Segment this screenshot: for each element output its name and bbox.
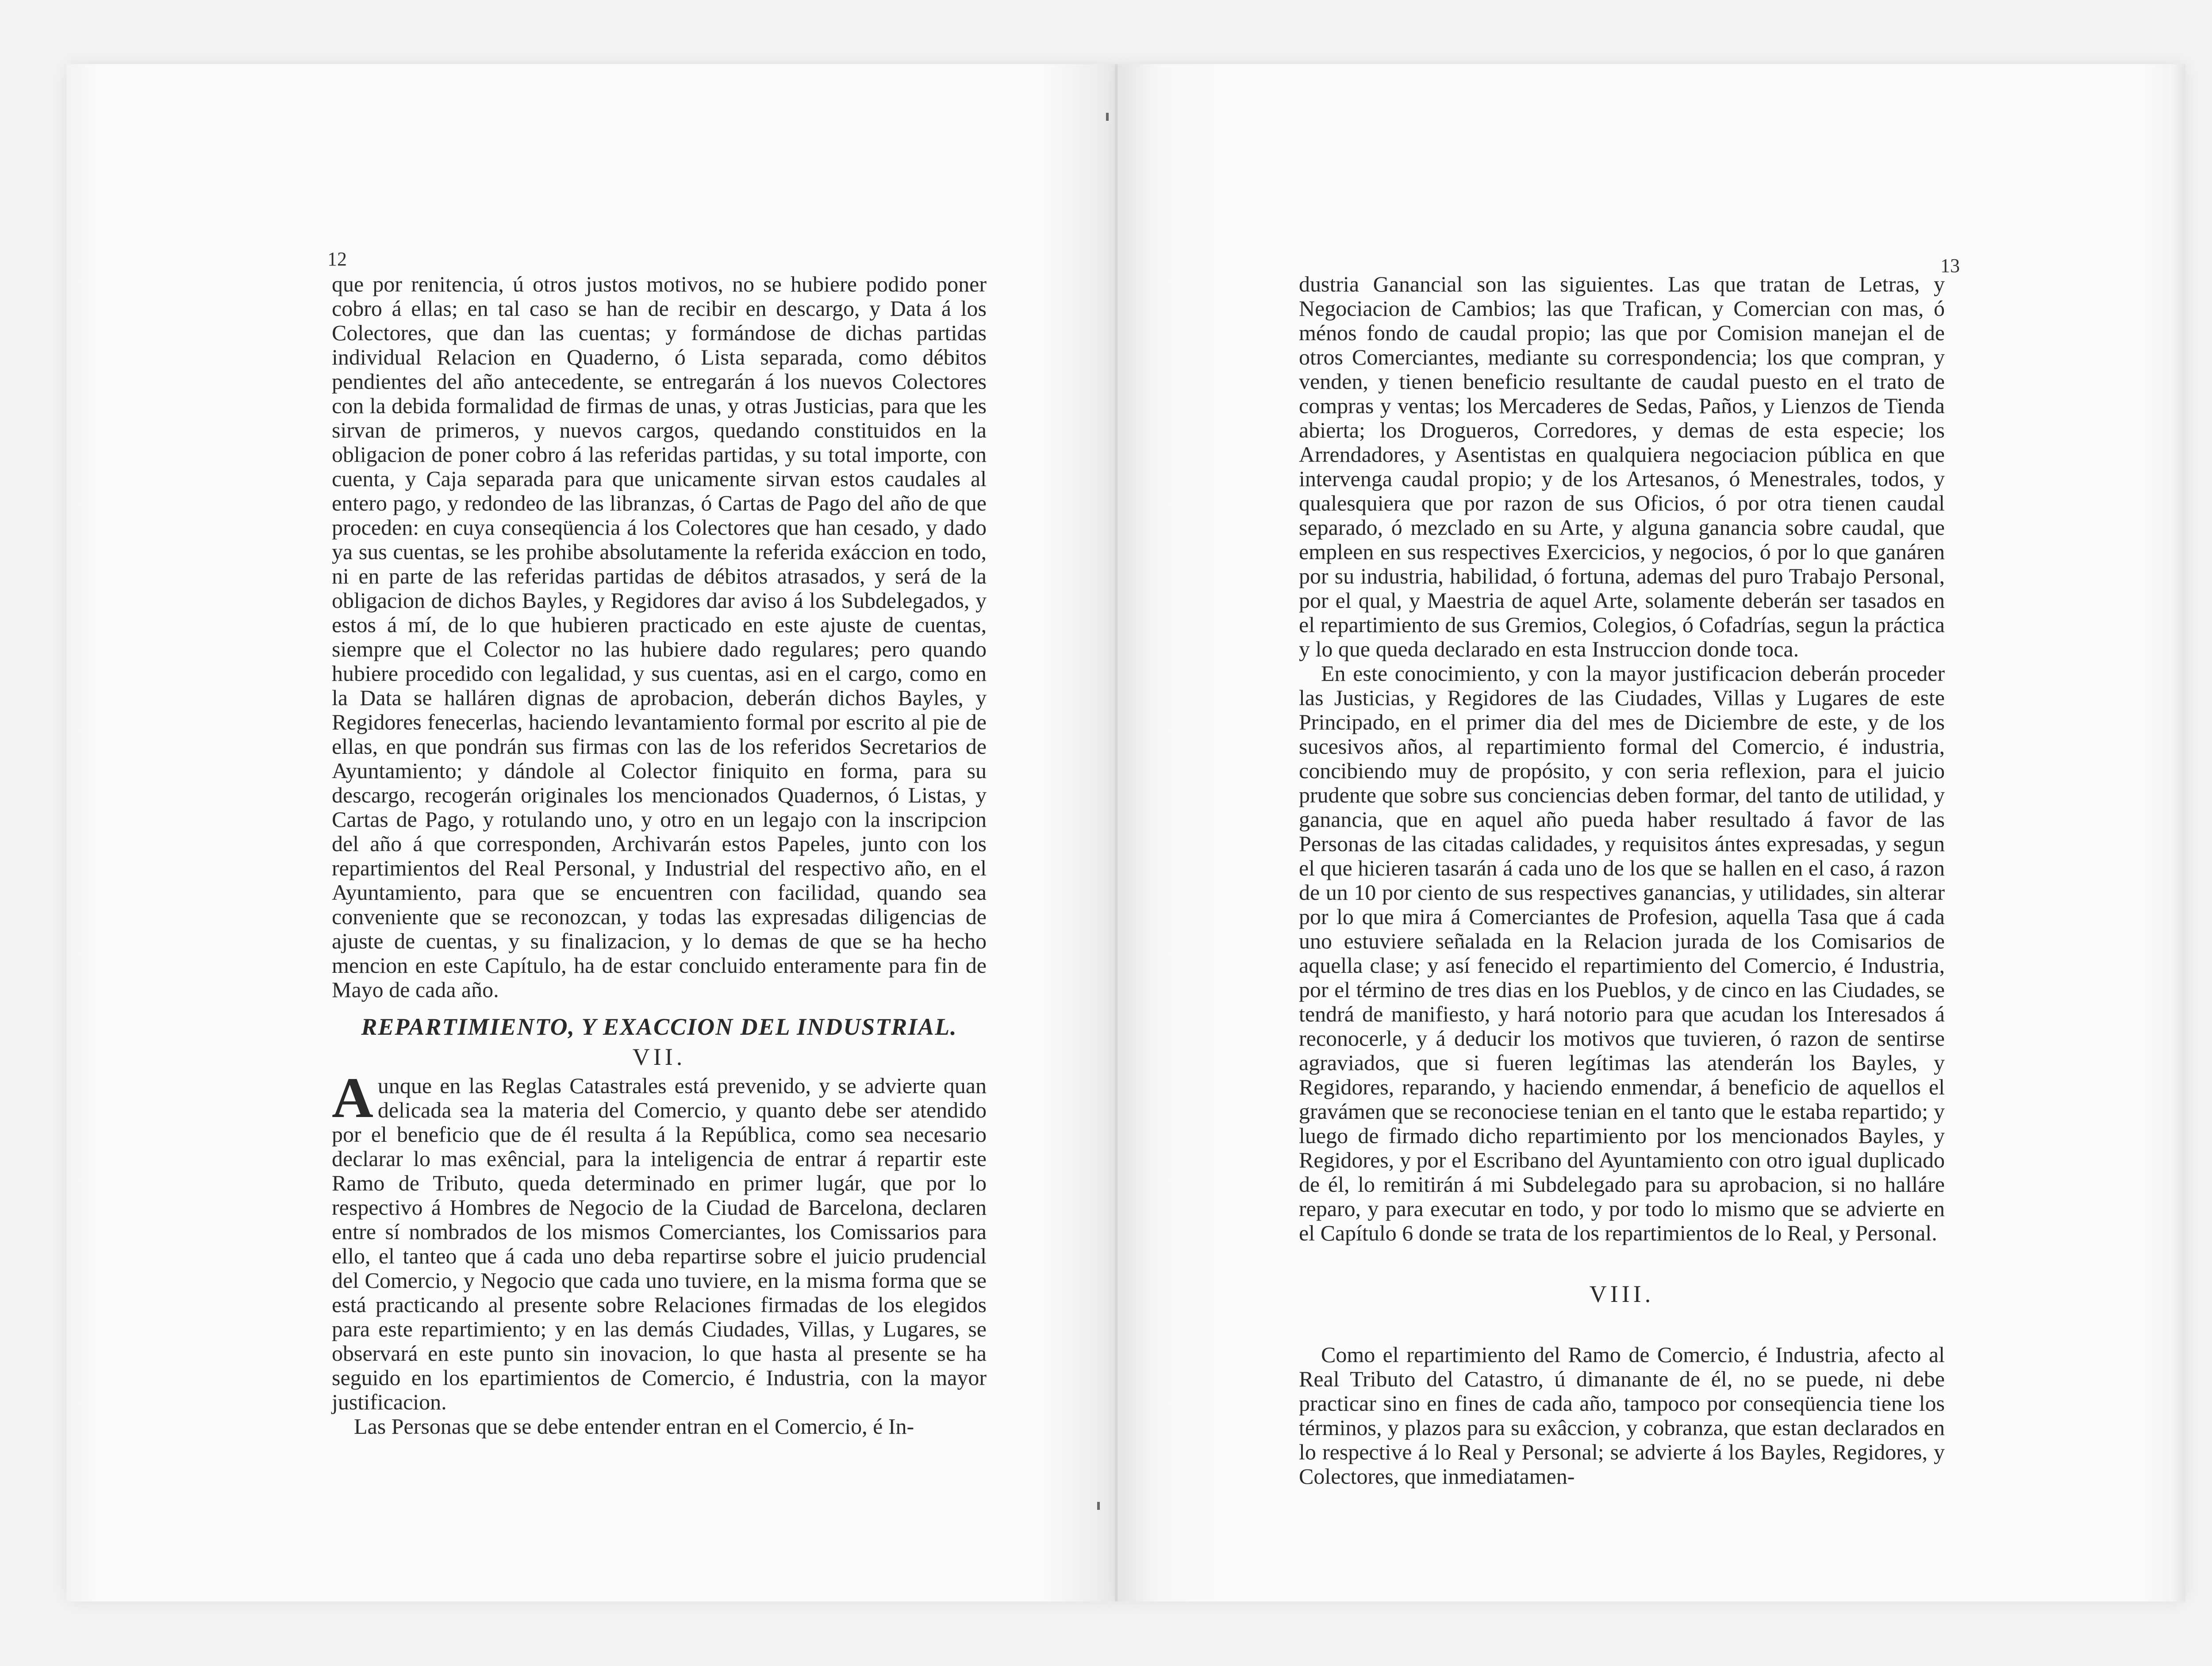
section-numeral: VIII. [1589, 1281, 1655, 1307]
paragraph: Las Personas que se debe entender entran en el Comercio, é In- [354, 1414, 914, 1439]
drop-cap: A [332, 1066, 373, 1130]
section-heading: REPARTIMIENTO, Y EXACCION DEL INDUSTRIAL. [361, 1013, 957, 1040]
paragraph [332, 1066, 987, 1414]
left-page [66, 64, 1118, 1601]
paragraph-text: unque en las Reglas Catastrales está prevenido, y se advierte quan delicada sea la materia del Comercio, y quanto debe ser atendido por el beneficio que de él resulta á la República, como sea necesario declarar lo mas exêncial, para la inteligencia de entrar á repartir este Ramo de Tributo, queda determinado en primer lugár, que por lo respectivo á Hombres de Negocio de la Ciudad de Barcelona, declaren entre sí nombrados de los mismos Comerciantes, los Comissarios para ello, el tanteo que á cada uno deba repartirse sobre el juicio prudencial del Comercio, y Negocio que cada uno tuviere, en la misma forma que se está practicando al presente sobre Relaciones firmadas de los elegidos para este repartimiento; y en las demás Ciudades, Villas, y Lugares, se observará en este punto sin inovacion, lo que hasta al presente se ha seguido en los epartimientos de Comercio, é Industria, con la mayor justificacion. [332, 1073, 987, 1414]
section-numeral: VII. [632, 1044, 686, 1070]
paragraph: que por renitencia, ú otros justos motivos, no se hubiere podido poner cobro á ellas; en tal caso se han de recibir en descargo, y Data á los Colectores, que dan las cuentas; y formándose de dichas partidas individual Relacion en Quaderno, ó Lista separada, como débitos pendientes del año antecedente, se entregarán á los nuevos Colectores con la debida formalidad de firmas de unas, y otras Justicias, para que les sirvan de primeros, y nuevos cargos, quedando constituidos en la obligacion de poner cobro á las referidas partidas, y su total importe, con cuenta, y Caja separada para que unicamente sirvan estos caudales al entero pago, y redondeo de las libranzas, ó Cartas de Pago del año de que proceden: en cuya conseqüencia á los Colectores que han cesado, y dado ya sus cuentas, se les prohibe absolutamente la referida exáccion en todo, ni en parte de las referidas partidas de débitos atrasados, y será de la obligacion de dichos Bayles, y Regidores dar aviso á los Subdelegados, y estos á mí, de lo que hubieren practicado en este ajuste de cuentas, siempre que el Colector no las hubiere dado regulares; pero quando hubiere procedido con legalidad, y sus cuentas, asi en el cargo, como en la Data se halláren dignas de aprobacion, deberán dichos Bayles, y Regidores fenecerlas, haciendo levantamiento formal por escrito al pie de ellas, en que pondrán sus firmas con las de los referidos Secretarios de Ayuntamiento; y dándole al Colector finiquito en forma, para su descargo, recogerán originales los mencionados Quadernos, ó Listas, y Cartas de Pago, y rotulando uno, y otro en un legajo con la inscripcion del año á que corresponden, Archivarán estos Papeles, junto con los repartimientos del Real Personal, y Industrial del respectivo año, en el Ayuntamiento, para que se encuentren con facilidad, quando sea conveniente que se reconozcan, y todas las expresadas diligencias de ajuste de cuentas, y su finalizacion, y lo demas de que se ha hecho mencion en este Capítulo, ha de estar concluido enteramente para fin de Mayo de cada año. [332, 272, 987, 1002]
paragraph: En este conocimiento, y con la mayor justificacion deberán proceder las Justicias, y Regidores de las Ciudades, Villas y Lugares de este Principado, en el primer dia del mes de Diciembre de este, y de los sucesivos años, al repartimiento formal del Comercio, é industria, concibiendo muy de propósito, y con seria reflexion, para el juicio prudente que sobre sus conciencias deben formar, del tanto de utilidad, y ganancia, que en aquel año pueda haber resultado á favor de las Personas de las citadas calidades, y requisitos ántes expresadas, y segun el que hicieren tasarán á cada uno de los que se hallen en el caso, á razon de un 10 por ciento de sus respectives ganancias, y utilidades, sin alterar por lo que mira á Comerciantes de Profesion, aquella Tasa que á cada uno estuviere señalada en la Relacion jurada de los Comisarios de aquella clase; y así fenecido el repartimiento del Comercio, é Industria, por el término de tres dias en los Pueblos, y de cinco en las Ciudades, se tendrá de manifiesto, y hará notorio para que acudan los Interesados á reconocerle, y á deducir los motivos que tuvieren, ó razon de sentirse agraviados, que si fueren legítimas las atenderán los Bayles, y Regidores, reparando, y haciendo enmendar, á beneficio de aquellos el gravámen que se reconociese tenian en el tanto que le estaba repartido; y luego de firmado dicho repartimiento por los mencionados Bayles, y Regidores, y por el Escribano del Ayuntamiento con otro igual duplicado de él, lo remitirán á mi Subdelegado para su aprobacion, si no halláre reparo, y para executar en todo, y por todo lo mismo que se advierte en el Capítulo 6 donde se trata de los repartimientos de lo Real, y Personal. [1299, 661, 1945, 1245]
page-number: 12 [327, 248, 347, 270]
paragraph: dustria Ganancial son las siguientes. Las que tratan de Letras, y Negociacion de Cambios; las que Trafican, y Comercian con mas, ó ménos fondo de caudal propio; las que por Comision manejan el de otros Comerciantes, mediante su correspondencia; los que compran, y venden, y tienen beneficio resultante de caudal puesto en el trato de compras y ventas; los Mercaderes de Sedas, Paños, y Lienzos de Tienda abierta; los Drogueros, Corredores, y demas de esta especie; los Arrendadores, y Asentistas en qualquiera negociacion pública en que intervenga caudal propio; y de los Artesanos, ó Menestrales, todos, y qualesquiera que por razon de sus Oficios, ó por otra tienen caudal separado, ó mezclado en su Arte, y alguna ganancia sobre caudal, que empleen en sus respectives Exercicios, y negocios, ó por lo que ganáren por su industria, habilidad, ó fortuna, ademas del puro Trabajo Personal, por el qual, y Maestria de aquel Arte, solamente deberán ser tasados en el repartimiento de sus Gremios, Colegios, ó Cofadrías, segun la práctica y lo que queda declarado en esta Instruccion donde toca. [1299, 272, 1945, 661]
paragraph: Como el repartimiento del Ramo de Comercio, é Industria, afecto al Real Tributo del Catastro, ú dimanante de él, no se puede, ni debe practicar sino en fines de cada año, tampoco por conseqüencia tiene los términos, y plazos para su exâccion, y cobranza, que estan declarados en lo respective á lo Real y Personal; se advierte á los Bayles, Regidores, y Colectores, que inmediatamen- [1299, 1342, 1945, 1489]
right-text-column [1299, 272, 1945, 1489]
open-book [66, 64, 2185, 1601]
binding-mark [1106, 113, 1109, 121]
right-page [1118, 64, 2185, 1601]
binding-mark [1097, 1502, 1100, 1510]
left-text-column [332, 272, 987, 1439]
page-number: 13 [1940, 255, 1960, 276]
page-edge [2170, 64, 2185, 1601]
